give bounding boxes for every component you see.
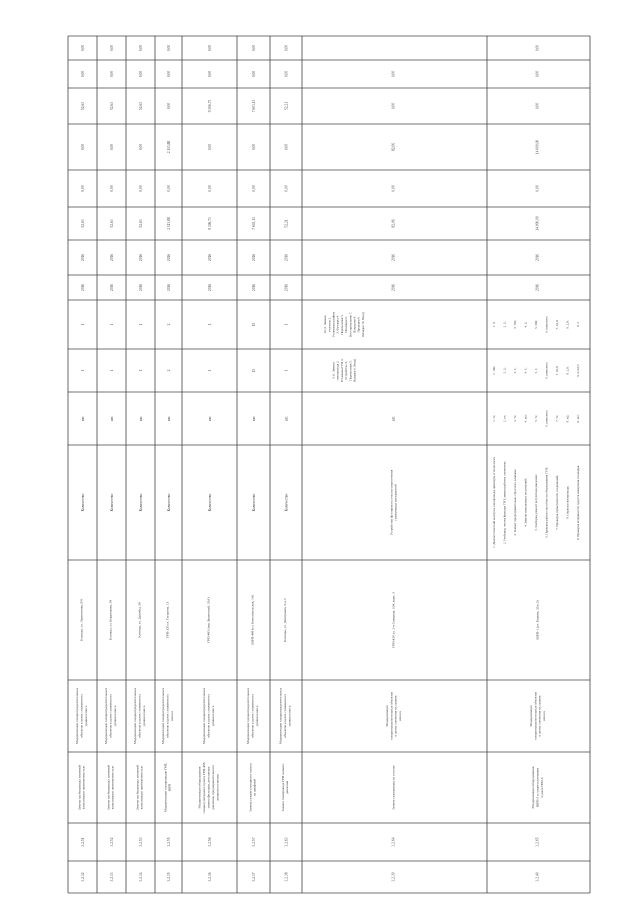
- cell-v3: 0,00: [81, 143, 85, 151]
- cell-v3: 14 000,00: [535, 139, 540, 155]
- cell-v5: 0,00: [167, 70, 171, 78]
- cell-uom: шт.: [284, 416, 289, 421]
- cell-address: ШРП-448 (ул. Комсомольская, 14): [250, 595, 255, 645]
- cell-v4: 9 306,73: [208, 99, 212, 113]
- cell-qty-list2: Покрытия 8.: [352, 316, 357, 333]
- cell-unit: Устройство футляров на участке пересечения: [389, 469, 394, 536]
- cell-v6: 0,00: [167, 44, 171, 52]
- cell-v1: 82,06: [391, 219, 396, 228]
- cell-year2: 2016: [284, 253, 289, 262]
- cell-unit_desc: Количество: [167, 493, 171, 512]
- cell-code: 3.2.56: [208, 837, 212, 847]
- cell-purpose: износа: [542, 711, 547, 721]
- cell-v2: 0,00: [284, 185, 289, 192]
- cell-qty2: 1: [284, 323, 289, 326]
- cell-qty-list2: Перемонтаж 5.: [339, 314, 344, 335]
- cell-purpose: Модернизация: [384, 705, 389, 727]
- cell-qty-list: газопровода 2.: [335, 360, 340, 381]
- cell-qty-line: 8. 2,8;: [565, 366, 570, 375]
- cell-v6: 0,00: [110, 44, 114, 52]
- cell-qty-line: 3. 1;: [513, 367, 517, 374]
- cell-year1: 2016: [284, 283, 289, 292]
- cell-qty1: 1: [284, 369, 289, 372]
- cell-uom-line: 3. %;: [513, 415, 517, 422]
- cell-qty1: 15: [252, 368, 256, 373]
- cell-qty1: 1: [81, 369, 85, 372]
- cell-qty1: 1: [139, 369, 143, 372]
- cell-name: Замена газопровода на участке: [391, 765, 396, 810]
- cell-year1: 2016: [110, 283, 114, 292]
- cell-name: канализации протяженностью: [81, 765, 86, 810]
- cell-v4: 0,00: [391, 102, 396, 110]
- cell-year2: 2016: [208, 253, 212, 262]
- cell-v3: 0,00: [139, 143, 143, 151]
- cell-name: Модернизация оборудования: [531, 766, 536, 809]
- cell-desc-line: 8. Окраска газопровода;: [565, 486, 570, 519]
- cell-desc-line: 5. Разборка, ремонт регулятора давления;: [534, 474, 538, 531]
- cell-year1: 2016: [81, 283, 85, 292]
- cell-address: ГРП-405 (пер. Бракетный, 33А): [206, 597, 211, 643]
- cell-v1: 52,21: [284, 219, 289, 228]
- cell-qty-list2: участков 2.: [327, 316, 332, 333]
- cell-code: 3.2.53: [139, 837, 143, 847]
- cell-qty-list: Наладка 6. Ввод): [352, 358, 357, 383]
- cell-num: 3.2.35: [167, 872, 171, 882]
- cell-uom-line: 8. м2;: [565, 414, 570, 423]
- cell-purpose: объектов в целях снижения их: [165, 694, 170, 738]
- cell-num: 3.2.40: [535, 872, 540, 882]
- cell-code: 3.2.52: [110, 837, 114, 847]
- cell-v1: 14 000,00: [535, 216, 540, 231]
- cell-name: Замена трубопровода ливневой: [135, 764, 140, 811]
- cell-qty2-line: 9. 3: [576, 322, 580, 327]
- cell-unit_desc: Количество: [110, 493, 114, 512]
- cell-purpose: объектов в целях снижения их: [283, 694, 287, 738]
- cell-qty-line: 7. 45,6;: [555, 365, 559, 376]
- cell-v6: 0,00: [139, 44, 143, 52]
- cell-v5: 0,00: [391, 70, 396, 78]
- cell-desc-line: 3. Ремонт предохранительно-сбросного клапана;: [513, 469, 517, 536]
- cell-purpose: уровня износа: [83, 705, 88, 727]
- cell-num: 3.2.36: [208, 872, 212, 882]
- cell-qty-list2: 10 (1. Замена: [323, 315, 328, 334]
- cell-name: канализации протяженностью: [139, 765, 144, 810]
- cell-qty2: 1: [81, 323, 85, 326]
- cell-v3: 0,00: [284, 143, 289, 151]
- cell-purpose: в целях снижения их уровня: [393, 695, 398, 737]
- cell-qty2-line: 6. комплект;: [544, 316, 549, 333]
- cell-name: Замена газорегуляторного пункта: [248, 763, 253, 812]
- cell-num: 3.2.34: [139, 872, 143, 882]
- cell-num: 3.2.33: [110, 872, 114, 882]
- cell-v4: 0,00: [167, 102, 171, 110]
- cell-desc-line: 7. Проверка герметичности соединений;: [555, 475, 559, 530]
- cell-qty2: 1: [139, 323, 143, 326]
- cell-qty1: 2: [167, 369, 171, 372]
- cell-purpose: уровня износа: [287, 705, 292, 727]
- cell-name: на шкафной: [252, 778, 257, 797]
- cell-uom: шт.: [208, 416, 212, 421]
- cell-qty2: 1: [208, 323, 212, 326]
- cell-desc-line: 4. Замена изношенных уплотнений;: [523, 478, 528, 527]
- cell-v1: 2 113,88: [167, 217, 171, 230]
- cell-purpose: Модернизация газораспределительных: [104, 687, 109, 745]
- cell-qty2-line: 3. 150;: [513, 320, 517, 329]
- cell-year1: 2016: [167, 283, 171, 292]
- cell-year2: 2016: [252, 253, 256, 262]
- cell-qty-line: 6. комплект;: [544, 362, 549, 379]
- cell-name: ШРП-3 в газорегуляторном: [535, 767, 540, 808]
- cell-purpose: газораспределительных объектов: [389, 691, 394, 741]
- cell-unit_desc: Количество: [81, 493, 85, 512]
- cell-v3: 2 113,88: [167, 140, 171, 154]
- cell-year2: 2016: [110, 253, 114, 262]
- cell-purpose: Модернизация газораспределительных: [75, 687, 80, 745]
- cell-name: газорегуляторного пункта ГРП-405,: [202, 761, 207, 814]
- cell-name: давления: [285, 780, 290, 795]
- cell-unit_desc: Количество: [139, 493, 143, 512]
- cell-qty2: 2: [167, 323, 171, 326]
- cell-address: ШРП-1 (ул. Кирова, 20 к.3): [535, 600, 540, 640]
- cell-qty2: 1: [110, 323, 114, 326]
- cell-year1: 2016: [535, 283, 540, 292]
- cell-unit_desc: Количество: [284, 493, 289, 512]
- cell-uom-line: 9. шт;: [576, 414, 580, 423]
- cell-v5: 0,00: [535, 70, 540, 78]
- cell-v1: 52,63: [110, 219, 114, 228]
- cell-name: замена фильтров, регулятора: [206, 766, 211, 809]
- cell-v3: 0,00: [110, 143, 114, 151]
- cell-qty2-line: 1. 3;: [492, 321, 496, 328]
- cell-uom-line: 6. комплект;: [544, 410, 549, 427]
- cell-v6: 0,00: [535, 44, 540, 52]
- cell-v2: 0,00: [81, 185, 85, 192]
- cell-v6: 0,00: [252, 44, 256, 52]
- cell-v6: 0,00: [208, 44, 212, 52]
- cell-qty-list2: Установка шкафов: [331, 311, 336, 338]
- cell-v1: 9 306,73: [208, 217, 212, 230]
- cell-uom: шт.: [139, 416, 143, 421]
- cell-name: Замена трубопровода ливневой: [106, 764, 111, 811]
- cell-qty-line: 1. 100;: [492, 366, 496, 375]
- cell-qty-list2: 3. Футляры 4.: [335, 315, 340, 334]
- cell-desc-line: 6. Проверка работоспособности оборудования ГРП;: [544, 467, 549, 538]
- cell-purpose: газораспределительных объектов: [533, 691, 538, 741]
- cell-unit_desc: Количество: [208, 493, 212, 512]
- cell-num: 3.2.37: [252, 872, 256, 882]
- cell-v4: 0,00: [535, 102, 540, 110]
- cell-name: Модернизация газопроводов ГРП,: [163, 762, 168, 813]
- cell-v5: 0,00: [139, 70, 143, 78]
- cell-uom-line: 4. шт;: [523, 414, 528, 423]
- cell-v4: 52,63: [139, 101, 143, 111]
- cell-purpose: Модернизация газораспределительных: [246, 687, 251, 745]
- cell-year2: 2016: [81, 253, 85, 262]
- cell-year1: 2016: [252, 283, 256, 292]
- cell-v3: 82,06: [391, 142, 396, 152]
- cell-uom-line: 5. %;: [534, 415, 538, 422]
- cell-desc-line: 9. Проверка исправности средств измерения и наладка.: [576, 464, 580, 541]
- cell-uom: шт.: [167, 416, 171, 421]
- cell-address: Клинцы, ул. Лермонтова, 9/8: [79, 599, 84, 641]
- cell-name: Модернизация оборудования: [197, 766, 202, 809]
- cell-code: 3.2.51: [81, 837, 85, 847]
- cell-unit: газопровода автодорогой: [393, 484, 398, 521]
- cell-v2: 0,00: [167, 185, 171, 192]
- cell-qty-list: Перемонтаж 5.: [348, 360, 353, 381]
- cell-desc-line: 1. Диагностический контроль газопровода, арматуры и технологич: [492, 457, 496, 548]
- cell-qty-list2: Проверка 9.: [356, 316, 361, 333]
- cell-qty-line: 5. 1;: [534, 367, 538, 374]
- cell-purpose: в целях снижения их уровня: [537, 695, 542, 737]
- cell-purpose: Модернизация газораспределительных: [133, 687, 138, 745]
- cell-purpose: Модернизация газораспределительных: [161, 687, 166, 745]
- cell-qty-line: 4. 1;: [523, 367, 528, 374]
- cell-year1: 2016: [391, 283, 396, 292]
- cell-code: 3.2.57: [252, 837, 256, 847]
- cell-year2: 2016: [535, 253, 540, 262]
- cell-purpose: объектов в целях снижения их: [206, 694, 211, 738]
- cell-v5: 0,00: [284, 70, 289, 78]
- cell-purpose: Модернизация газораспределительных: [202, 687, 207, 745]
- cell-uom-line: 1. %;: [492, 415, 496, 422]
- cell-v5: 0,00: [81, 70, 85, 78]
- cell-year1: 2016: [208, 283, 212, 292]
- cell-v2: 0,00: [391, 185, 396, 192]
- cell-name: ШРП: [167, 783, 172, 792]
- cell-name: канализации протяженностью: [110, 765, 115, 810]
- cell-address: Клинцы, ул. Бердникова, 38: [108, 599, 113, 641]
- cell-num: 3.2.38: [284, 872, 289, 882]
- cell-unit_desc: Количество: [252, 493, 256, 512]
- cell-qty2-line: 8. 2,8;: [565, 320, 570, 329]
- cell-address: Клинцы, ул. Дружбы, 38: [137, 602, 142, 638]
- cell-code: 3.2.65: [535, 837, 540, 847]
- cell-purpose: уровня износа: [141, 705, 146, 727]
- cell-v4: 7 603,13: [252, 99, 256, 113]
- cell-v2: 0,00: [139, 185, 143, 192]
- cell-qty-list2: Восстановление 7.: [348, 311, 353, 338]
- cell-v6: 0,00: [284, 44, 289, 52]
- cell-qty-list: Устройство 4.: [344, 361, 349, 380]
- cell-year2: 2016: [391, 253, 396, 262]
- cell-v5: 0,00: [252, 70, 256, 78]
- cell-v3: 0,00: [208, 143, 212, 151]
- cell-purpose: износа: [169, 711, 174, 721]
- cell-purpose: уровня износа: [254, 705, 259, 727]
- cell-purpose: объектов в целях снижения их: [79, 694, 84, 738]
- cell-uom: шт.: [81, 416, 85, 421]
- cell-purpose: уровня износа: [210, 705, 215, 727]
- cell-address: Клинцы, ул. Дмитриева, 3, к.5: [283, 598, 287, 642]
- cell-v4: 52,63: [81, 101, 85, 111]
- cell-desc-line: 2. Разборка, чистка фильтра ГРП, замена рабочих элементов;: [502, 461, 507, 544]
- cell-v1: 52,63: [139, 219, 143, 228]
- cell-year2: 2016: [139, 253, 143, 262]
- cell-purpose: Модернизация: [528, 705, 533, 727]
- cell-uom: шт.: [391, 416, 396, 421]
- cell-uom-line: 2. кг;: [502, 415, 507, 422]
- cell-v1: 52,63: [81, 219, 85, 228]
- cell-v3: 0,00: [252, 143, 256, 151]
- cell-purpose: износа: [398, 711, 403, 721]
- cell-qty-list: 6 (1. Замена: [331, 362, 336, 379]
- cell-qty-line: 2. 2;: [502, 367, 507, 374]
- cell-qty2-line: 2. 2;: [502, 321, 507, 328]
- cell-name: Замена газопровода ГРП низкого: [280, 763, 285, 812]
- cell-qty-line: 9. 0,3-0,5: [576, 364, 580, 377]
- cell-year2: 2016: [167, 253, 171, 262]
- cell-qty2-line: 7. 42,6;: [555, 319, 559, 330]
- cell-name: Замена трубопровода ливневой: [77, 764, 82, 811]
- cell-v2: 0,00: [208, 185, 212, 192]
- cell-num: 3.2.32: [81, 872, 85, 882]
- cell-qty-list2: Изоляция 6.: [344, 316, 349, 333]
- cell-v1: 7 603,13: [252, 217, 256, 230]
- cell-purpose: объектов в целях снижения их: [250, 694, 255, 738]
- cell-qty-list: Установка ГРП 3.: [339, 358, 344, 383]
- cell-address: ГРП-320 ул. Гагарина, 13: [165, 601, 170, 639]
- cell-name: давления, предохранительного: [210, 765, 215, 810]
- cell-v6: 0,00: [81, 44, 85, 52]
- cell-qty-list2: Наладка 10. Ввод): [360, 312, 365, 337]
- cell-uom: шт.: [252, 416, 256, 421]
- cell-num: 3.2.39: [391, 872, 396, 882]
- cell-qty1: 1: [208, 369, 212, 372]
- cell-year1: 2016: [139, 283, 143, 292]
- cell-v4: 52,21: [284, 101, 289, 111]
- cell-v5: 0,00: [208, 70, 212, 78]
- cell-purpose: уровня износа: [112, 705, 117, 727]
- cell-code: 3.2.64: [391, 837, 396, 847]
- cell-code: 3.2.63: [284, 837, 289, 847]
- cell-code: 3.2.55: [167, 837, 171, 847]
- cell-purpose: Модернизация газораспределительных: [278, 687, 283, 745]
- cell-v2: 0,00: [535, 185, 540, 192]
- cell-v5: 0,00: [110, 70, 114, 78]
- cell-uom: шт.: [110, 416, 114, 421]
- cell-qty2-line: 4. 2;: [523, 321, 528, 328]
- cell-uom-line: 7. %;: [555, 415, 559, 422]
- cell-name: пункте ГРП-3: [539, 777, 544, 798]
- cell-v2: 0,00: [110, 185, 114, 192]
- cell-purpose: объектов в целях снижения их: [137, 694, 142, 738]
- cell-v2: 0,00: [252, 185, 256, 192]
- cell-name: запорного клапана: [215, 774, 220, 801]
- cell-v4: 52,63: [110, 101, 114, 111]
- cell-address: ГРП-429 ул. 2-я Северная, 104, корп. 3: [391, 592, 396, 648]
- cell-qty2-line: 5. 300;: [534, 320, 538, 329]
- cell-qty2: 15: [252, 322, 256, 327]
- cell-purpose: объектов в целях снижения их: [108, 694, 113, 738]
- cell-qty1: 1: [110, 369, 114, 372]
